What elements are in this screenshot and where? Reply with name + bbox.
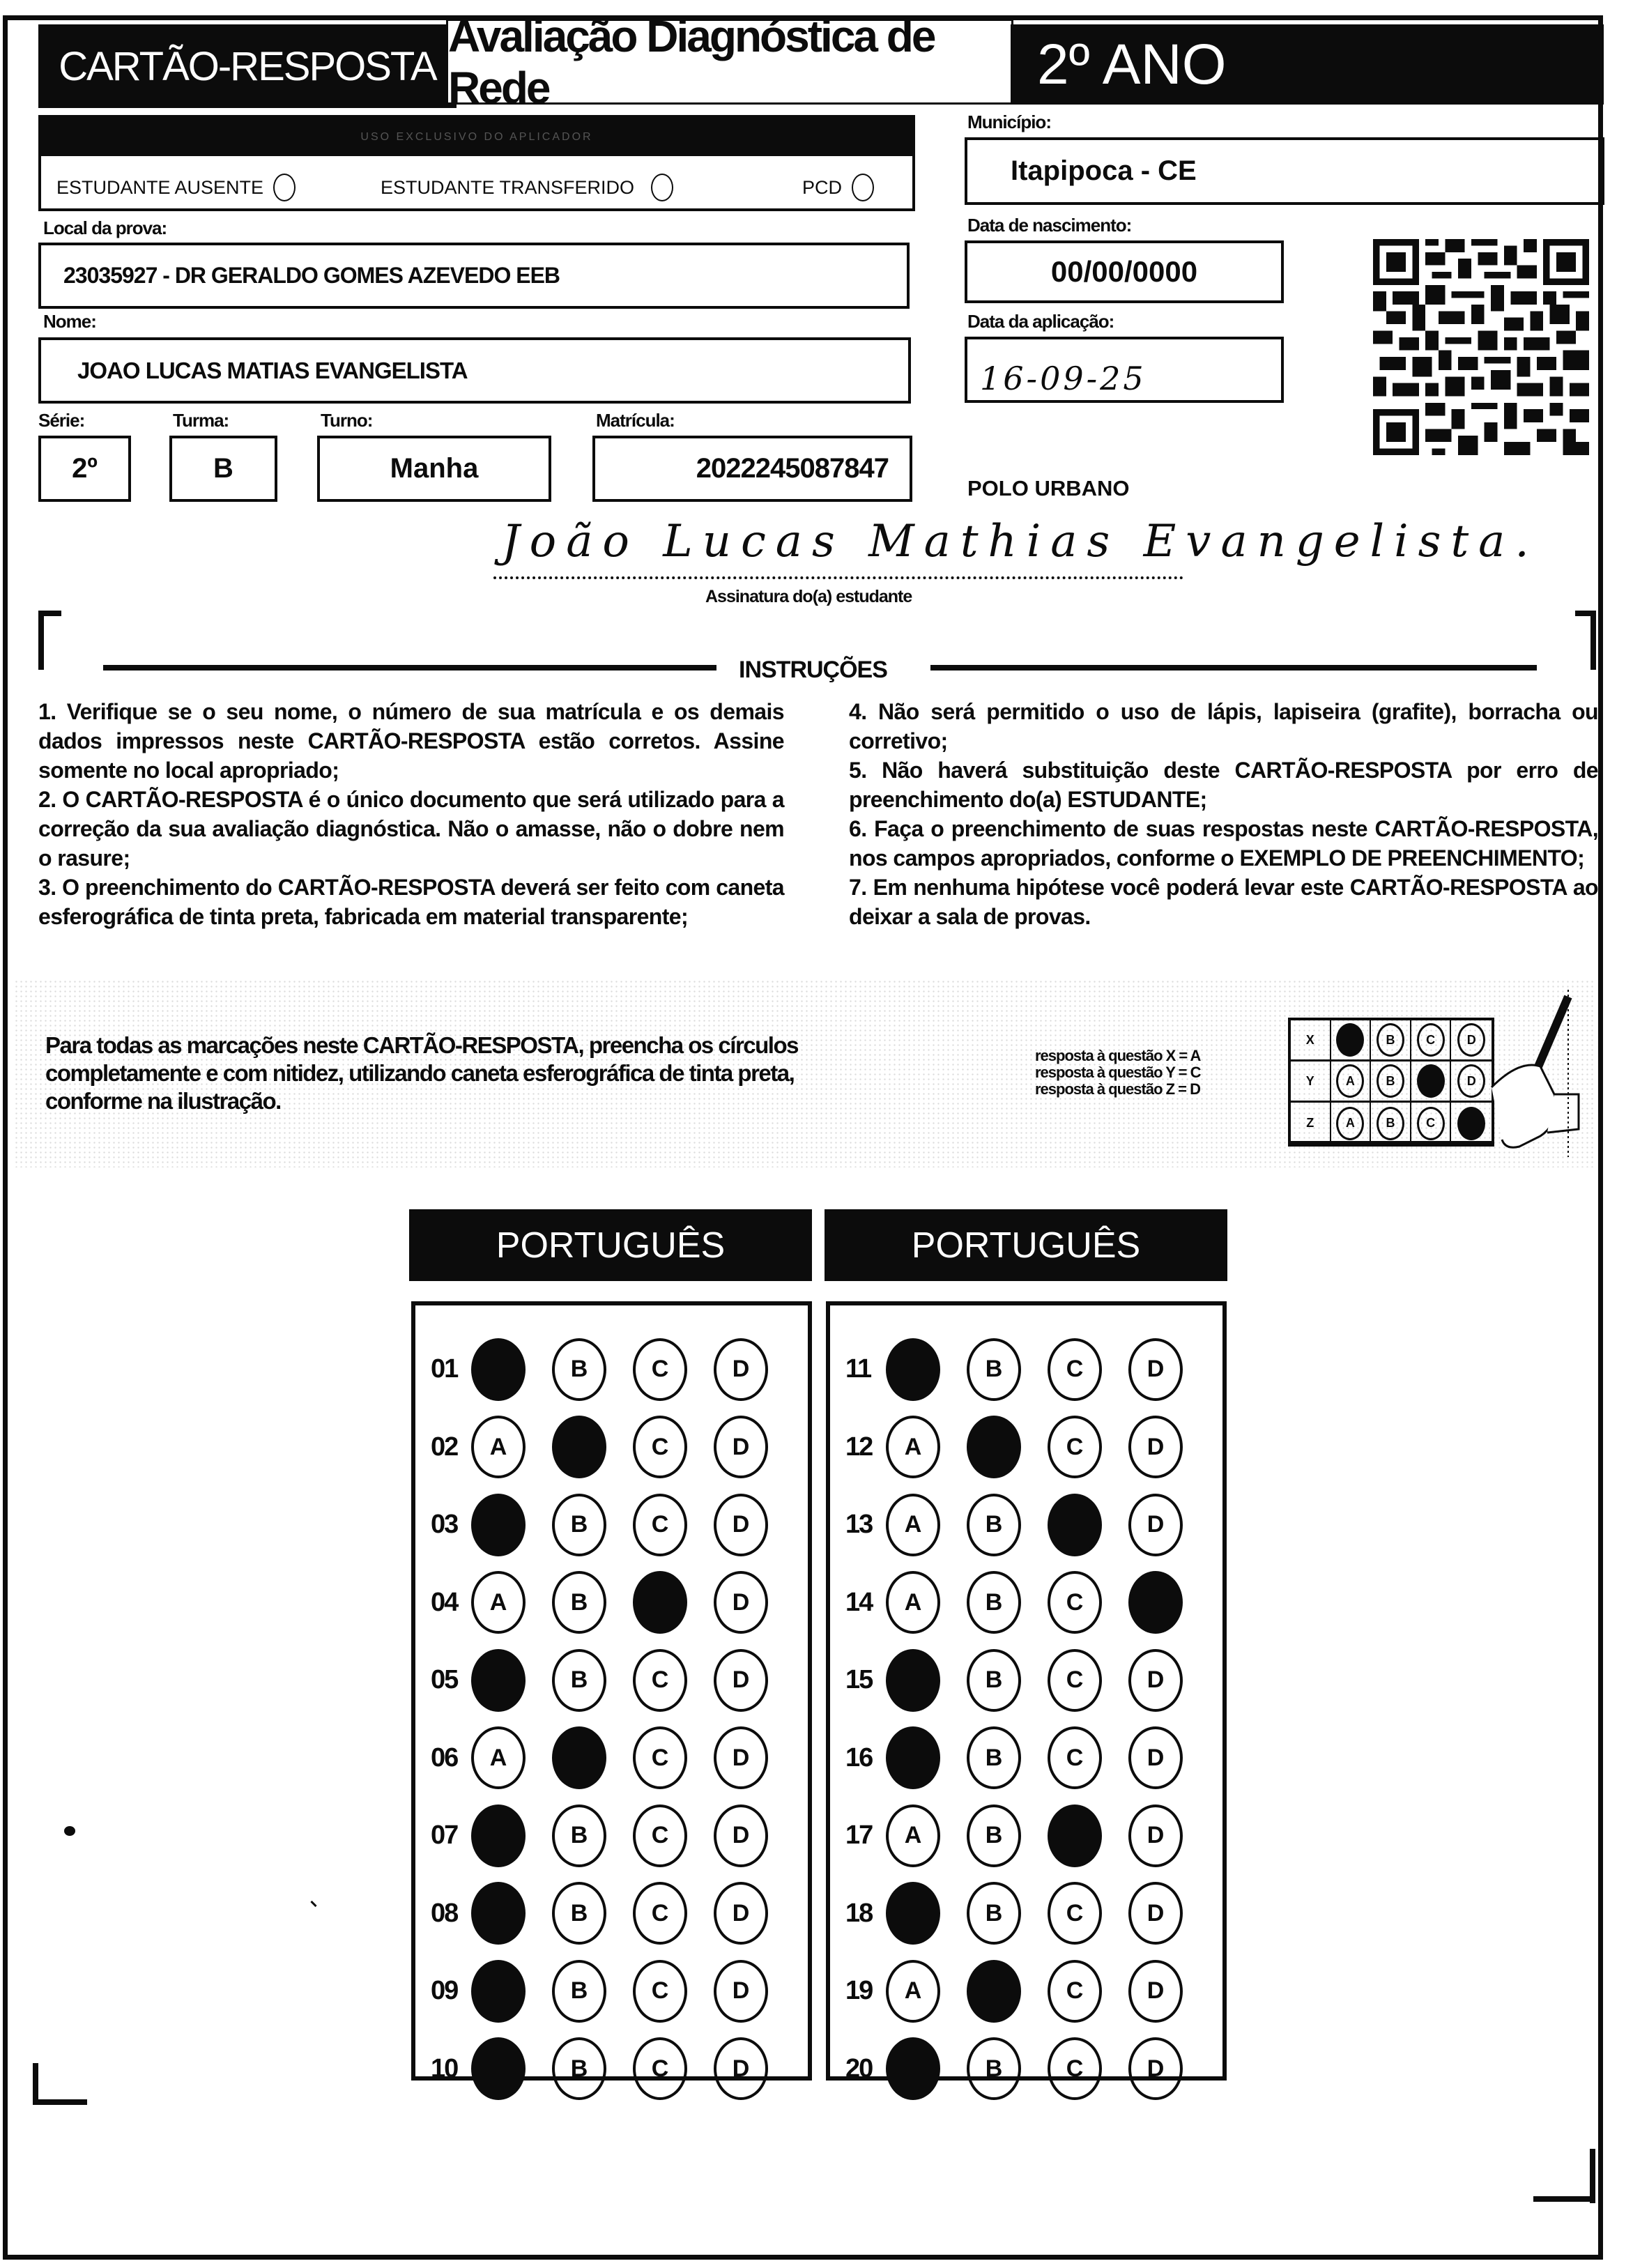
answer-bubble[interactable]: B — [552, 1805, 606, 1867]
answer-bubble[interactable]: D — [1128, 1649, 1183, 1712]
example-question-label: X — [1291, 1020, 1331, 1059]
example-answer-y: resposta à questão Y = C — [1035, 1064, 1201, 1081]
instructions-right-column — [849, 697, 1598, 931]
example-bubble: D — [1457, 1064, 1485, 1098]
answer-row — [830, 1409, 1222, 1487]
answer-row — [830, 1331, 1222, 1409]
question-number: 12 — [845, 1432, 873, 1462]
question-number: 16 — [845, 1742, 873, 1772]
answer-bubble-filled[interactable] — [1048, 1494, 1102, 1556]
answer-row — [830, 1952, 1222, 2030]
serie-field — [38, 436, 131, 502]
question-number: 17 — [845, 1821, 873, 1851]
qr-code-icon — [1373, 239, 1589, 455]
answer-bubble[interactable]: D — [714, 1494, 768, 1556]
question-number: 08 — [431, 1898, 458, 1928]
answer-row — [830, 1641, 1222, 1719]
answer-bubble[interactable]: D — [1128, 1882, 1183, 1945]
answer-bubble[interactable]: D — [1128, 1805, 1183, 1867]
option-radio[interactable] — [273, 174, 296, 201]
example-answer-z: resposta à questão Z = D — [1035, 1080, 1201, 1098]
answer-bubble[interactable]: C — [1048, 2037, 1102, 2100]
local-value: 23035927 - DR GERALDO GOMES AZEVEDO EEB — [63, 263, 560, 288]
instruction-item: 7. Em nenhuma hipótese você poderá levar este CARTÃO-RESPOSTA ao deixar a sala de provas. — [849, 875, 1598, 929]
corner-mark-br-h — [1533, 2196, 1595, 2202]
answer-row — [830, 1875, 1222, 1953]
question-number: 11 — [845, 1354, 871, 1384]
example-question-label: Y — [1291, 1062, 1331, 1101]
aplicacao-value: 16-09-25 — [980, 359, 1147, 397]
answer-bubble[interactable]: C — [633, 1960, 687, 2023]
instruction-item: 5. Não haverá substituição deste CARTÃO-RESPOSTA por erro de preenchimento do(a) ESTUDANTE; — [849, 758, 1598, 812]
example-bubble: A — [1336, 1064, 1364, 1098]
turno-field — [317, 436, 551, 502]
aplicacao-label: Data da aplicação: — [967, 311, 1114, 332]
answer-bubble[interactable]: C — [1048, 1649, 1102, 1712]
example-bubble: C — [1417, 1023, 1445, 1057]
instructions-rule-left — [103, 665, 716, 671]
example-question-label: Z — [1291, 1103, 1331, 1144]
answer-bubble-filled[interactable] — [633, 1571, 687, 1634]
answer-bubble[interactable]: A — [886, 1571, 940, 1634]
answer-row — [415, 1952, 808, 2030]
answer-bubble[interactable]: C — [1048, 1416, 1102, 1478]
answer-bubble-filled[interactable] — [471, 1960, 526, 2023]
answer-bubble[interactable]: C — [633, 1805, 687, 1867]
answer-row — [415, 1564, 808, 1642]
nascimento-value: 00/00/0000 — [1050, 255, 1198, 288]
municipio-label: Município: — [967, 112, 1051, 132]
answer-bubble[interactable]: B — [967, 1338, 1021, 1401]
municipio-field — [965, 137, 1604, 205]
question-number: 18 — [845, 1898, 873, 1928]
answer-row — [830, 1564, 1222, 1642]
corner-mark-bl-h — [33, 2099, 87, 2105]
example-answers — [1035, 1048, 1200, 1098]
answer-row — [415, 1719, 808, 1798]
answer-bubble-filled[interactable] — [886, 2037, 940, 2100]
answer-bubble[interactable]: C — [1048, 1571, 1102, 1634]
matricula-label: Matrícula: — [596, 410, 675, 431]
answer-bubble[interactable]: B — [552, 1960, 606, 2023]
municipio-value: Itapipoca - CE — [1011, 155, 1197, 186]
answer-bubble[interactable]: A — [886, 1960, 940, 2023]
answer-row — [830, 2030, 1222, 2108]
answer-bubble[interactable]: B — [967, 1649, 1021, 1712]
answer-bubble-filled[interactable] — [886, 1882, 940, 1945]
answer-bubble[interactable]: C — [1048, 1960, 1102, 2023]
nome-value: JOAO LUCAS MATIAS EVANGELISTA — [77, 357, 468, 383]
answer-bubble[interactable]: C — [1048, 1882, 1102, 1945]
answer-row — [415, 1409, 808, 1487]
option-transferido[interactable] — [381, 174, 673, 201]
answer-bubble[interactable]: D — [714, 1726, 768, 1789]
corner-mark-tl — [38, 611, 44, 670]
answer-bubble[interactable]: B — [552, 1338, 606, 1401]
matricula-value: 2022245087847 — [696, 453, 889, 484]
signature-handwriting: João Lucas Mathias Evangelista. — [502, 516, 1539, 567]
answer-bubble[interactable]: B — [967, 2037, 1021, 2100]
question-number: 06 — [431, 1742, 458, 1772]
answer-bubble-filled[interactable] — [886, 1726, 940, 1789]
answer-column-1 — [411, 1301, 812, 2081]
answer-bubble[interactable]: D — [714, 1649, 768, 1712]
answer-bubble[interactable]: C — [633, 1416, 687, 1478]
serie-label: Série: — [38, 410, 85, 431]
answer-bubble[interactable]: D — [1128, 1726, 1183, 1789]
nome-field — [38, 337, 911, 404]
local-label: Local da prova: — [43, 217, 167, 238]
matricula-field — [592, 436, 912, 502]
example-bubble: C — [1417, 1107, 1445, 1140]
answer-bubble-filled[interactable] — [967, 1416, 1021, 1478]
answer-bubble[interactable]: C — [633, 1338, 687, 1401]
question-number: 03 — [431, 1510, 458, 1540]
answer-bubble[interactable]: A — [886, 1494, 940, 1556]
question-number: 20 — [845, 2053, 873, 2083]
example-bubble: B — [1377, 1064, 1404, 1098]
answer-bubble-filled[interactable] — [886, 1338, 940, 1401]
question-number: 14 — [845, 1587, 873, 1617]
answer-bubble[interactable]: A — [471, 1726, 526, 1789]
corner-mark-tr — [1590, 611, 1596, 670]
question-number: 13 — [845, 1510, 873, 1540]
answer-bubble-filled[interactable] — [886, 1649, 940, 1712]
answer-bubble[interactable]: C — [633, 1882, 687, 1945]
answer-bubble[interactable]: C — [633, 1649, 687, 1712]
question-number: 07 — [431, 1821, 458, 1851]
answer-bubble[interactable]: A — [471, 1416, 526, 1478]
example-row — [1291, 1020, 1492, 1062]
subject-header-2: PORTUGUÊS — [825, 1209, 1227, 1281]
turma-label: Turma: — [173, 410, 229, 431]
answer-bubble[interactable]: A — [471, 1571, 526, 1634]
answer-bubble[interactable]: B — [552, 1882, 606, 1945]
answer-bubble[interactable]: C — [633, 2037, 687, 2100]
answer-bubble-filled[interactable] — [471, 1882, 526, 1945]
answer-row — [415, 1331, 808, 1409]
answer-bubble-filled[interactable] — [471, 1494, 526, 1556]
answer-bubble[interactable]: A — [886, 1805, 940, 1867]
question-number: 15 — [845, 1665, 873, 1695]
question-number: 05 — [431, 1665, 458, 1695]
answer-bubble[interactable]: D — [1128, 1494, 1183, 1556]
answer-bubble[interactable]: B — [967, 1494, 1021, 1556]
option-pcd[interactable] — [802, 174, 874, 201]
example-bubble: D — [1457, 1023, 1485, 1057]
aplicador-box — [38, 115, 915, 211]
example-grid — [1288, 1018, 1494, 1147]
option-label: PCD — [802, 176, 843, 198]
answer-bubble[interactable]: D — [714, 1882, 768, 1945]
instructions-left-column — [38, 697, 784, 931]
answer-row — [830, 1486, 1222, 1564]
pen-hand-icon — [1478, 990, 1582, 1157]
answer-bubble[interactable]: B — [552, 1649, 606, 1712]
answer-bubble[interactable]: C — [1048, 1338, 1102, 1401]
answer-row — [415, 1875, 808, 1953]
aplicacao-field[interactable] — [965, 337, 1284, 403]
answer-row — [830, 1719, 1222, 1798]
answer-bubble[interactable]: B — [552, 2037, 606, 2100]
turno-label: Turno: — [321, 410, 373, 431]
example-bubble: A — [1336, 1107, 1364, 1140]
stray-dot — [64, 1826, 75, 1836]
corner-mark-tl-h — [38, 611, 61, 616]
answer-bubble-filled[interactable] — [471, 1805, 526, 1867]
answer-bubble-filled[interactable] — [471, 1649, 526, 1712]
instructions-title: INSTRUÇÕES — [739, 657, 887, 683]
answer-row — [415, 1486, 808, 1564]
answer-row — [830, 1797, 1222, 1875]
answer-bubble[interactable]: D — [714, 1338, 768, 1401]
serie-value: 2º — [72, 453, 98, 484]
turma-field — [169, 436, 277, 502]
instruction-item: 3. O preenchimento do CARTÃO-RESPOSTA deverá ser feito com caneta esferográfica de tinta preta, fabricada em material transparente; — [38, 875, 784, 929]
answer-bubble[interactable]: C — [633, 1494, 687, 1556]
example-bubble: B — [1377, 1023, 1404, 1057]
option-radio[interactable] — [852, 174, 874, 201]
answer-bubble-filled[interactable] — [1048, 1805, 1102, 1867]
corner-mark-bl — [33, 2063, 38, 2105]
answer-bubble-filled[interactable] — [967, 1960, 1021, 2023]
instruction-item: 4. Não será permitido o uso de lápis, lapiseira (grafite), borracha ou corretivo; — [849, 699, 1598, 753]
turno-value: Manha — [390, 453, 479, 484]
question-number: 02 — [431, 1432, 458, 1462]
turma-value: B — [213, 453, 233, 484]
answer-row — [415, 1797, 808, 1875]
answer-bubble[interactable]: D — [714, 1960, 768, 2023]
option-radio[interactable] — [651, 174, 673, 201]
signature-caption: Assinatura do(a) estudante — [705, 587, 912, 606]
answer-bubble[interactable]: D — [714, 1805, 768, 1867]
answer-bubble-filled[interactable] — [552, 1416, 606, 1478]
answer-column-2 — [826, 1301, 1227, 2081]
example-answer-x: resposta à questão X = A — [1035, 1047, 1201, 1064]
question-number: 19 — [845, 1976, 873, 2006]
instruction-item: 6. Faça o preenchimento de suas respostas neste CARTÃO-RESPOSTA, nos campos apropriados, conforme o EXEMPLO DE PREENCHIMENTO; — [849, 816, 1598, 871]
polo-label: POLO URBANO — [967, 476, 1130, 500]
instructions-rule-right — [930, 665, 1537, 671]
answer-bubble[interactable]: D — [714, 1416, 768, 1478]
answer-bubble-filled[interactable] — [471, 2037, 526, 2100]
card-title: CARTÃO-RESPOSTA — [38, 24, 457, 108]
answer-bubble-filled[interactable] — [552, 1726, 606, 1789]
answer-bubble[interactable]: D — [714, 2037, 768, 2100]
answer-row — [415, 1641, 808, 1719]
answer-bubble-filled[interactable] — [1128, 1571, 1183, 1634]
aplicador-bar: USO EXCLUSIVO DO APLICADOR — [41, 118, 912, 156]
corner-mark-br — [1590, 2149, 1595, 2203]
answer-bubble[interactable]: D — [1128, 1416, 1183, 1478]
question-number: 01 — [431, 1354, 458, 1384]
answer-bubble[interactable]: D — [1128, 1960, 1183, 2023]
grade-title: 2º ANO — [1011, 24, 1604, 105]
answer-bubble[interactable]: B — [967, 1882, 1021, 1945]
option-label: ESTUDANTE AUSENTE — [56, 176, 264, 198]
instruction-item: 2. O CARTÃO-RESPOSTA é o único documento que será utilizado para a correção da sua avaliação diagnóstica. Não o amasse, não o dobre nem o rasure; — [38, 787, 784, 871]
question-number: 10 — [431, 2053, 458, 2083]
example-bubble-filled — [1417, 1064, 1445, 1098]
instruction-item: 1. Verifique se o seu nome, o número de sua matrícula e os demais dados impressos neste CARTÃO-RESPOSTA estão corretos. Assine somente no local apropriado; — [38, 699, 784, 783]
answer-bubble[interactable]: B — [967, 1571, 1021, 1634]
example-text: Para todas as marcações neste CARTÃO-RESPOSTA, preencha os círculos completamente e com nitidez, utilizando caneta esferográfica de tinta preta, conforme na ilustração. — [45, 1032, 798, 1114]
option-label: ESTUDANTE TRANSFERIDO — [381, 176, 635, 198]
assessment-title: Avaliação Diagnóstica de Rede — [446, 19, 1013, 105]
question-number: 04 — [431, 1587, 458, 1617]
answer-bubble[interactable]: C — [633, 1726, 687, 1789]
example-row — [1291, 1103, 1492, 1144]
signature-line — [493, 576, 1183, 579]
question-number: 09 — [431, 1976, 458, 2006]
corner-mark-tr-h — [1575, 611, 1596, 616]
answer-bubble[interactable]: D — [1128, 2037, 1183, 2100]
answer-row — [415, 2030, 808, 2108]
example-bubble: B — [1377, 1107, 1404, 1140]
subject-header-1: PORTUGUÊS — [409, 1209, 812, 1281]
nascimento-field — [965, 240, 1284, 303]
answer-bubble[interactable]: B — [552, 1571, 606, 1634]
answer-bubble-filled[interactable] — [471, 1338, 526, 1401]
answer-bubble[interactable]: B — [967, 1726, 1021, 1789]
answer-bubble[interactable]: A — [886, 1416, 940, 1478]
answer-bubble[interactable]: B — [967, 1805, 1021, 1867]
answer-bubble[interactable]: C — [1048, 1726, 1102, 1789]
answer-bubble[interactable]: D — [1128, 1338, 1183, 1401]
example-bubble-filled — [1336, 1023, 1364, 1057]
option-ausente[interactable] — [56, 174, 296, 201]
example-row — [1291, 1062, 1492, 1103]
nome-label: Nome: — [43, 311, 96, 332]
answer-bubble[interactable]: D — [714, 1571, 768, 1634]
nascimento-label: Data de nascimento: — [967, 215, 1132, 236]
local-field — [38, 243, 910, 309]
answer-bubble[interactable]: B — [552, 1494, 606, 1556]
